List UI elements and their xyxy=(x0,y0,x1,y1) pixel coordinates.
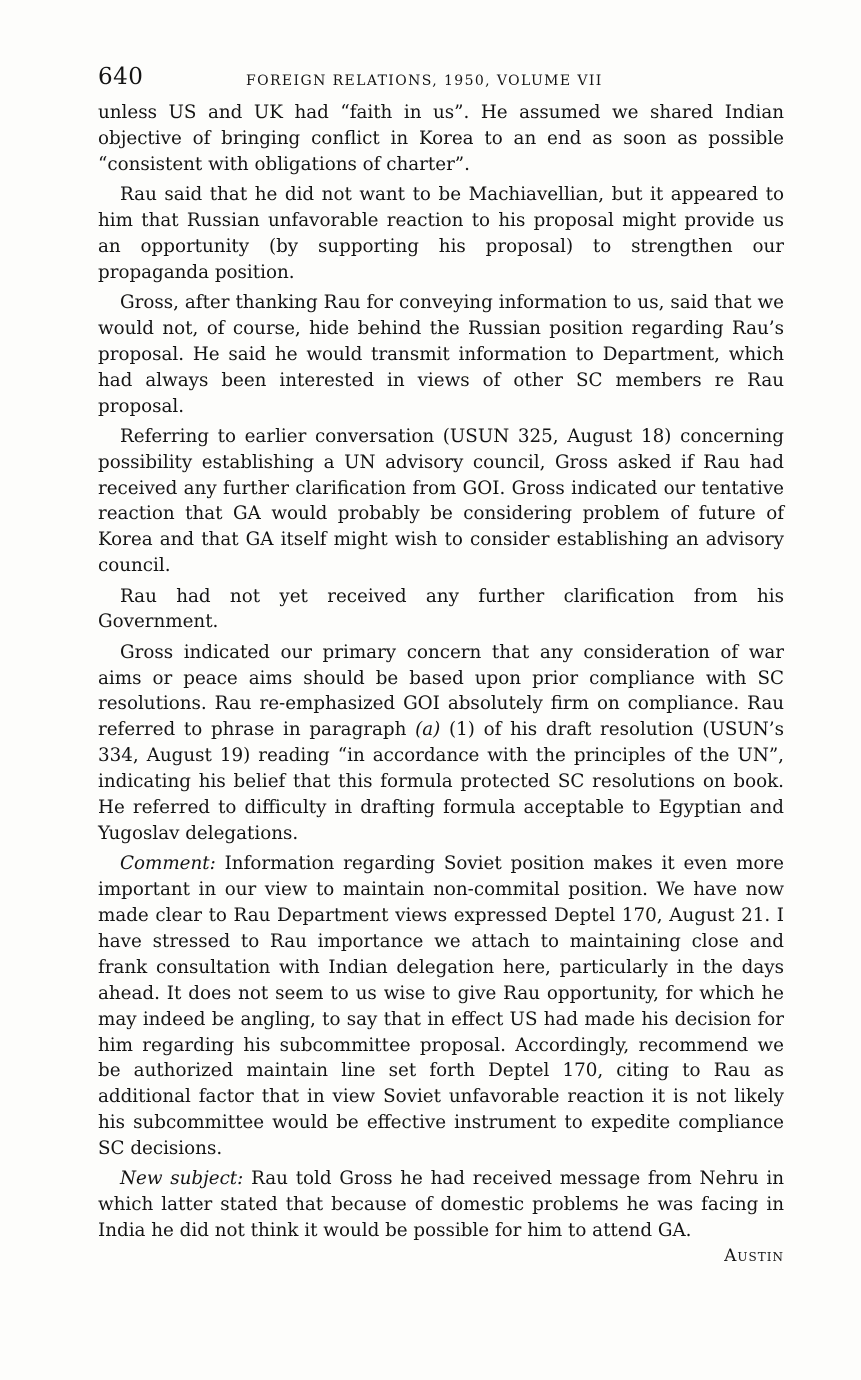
page-number: 640 xyxy=(98,64,144,90)
paragraph-machiavellian: Rau said that he did not want to be Machiavellian, but it appeared to him that Russian unfavorable reaction to his proposal might provide us an opportunity (by supporting his proposal) to strengthen our propaganda position. xyxy=(98,184,784,283)
paragraph-new-subject xyxy=(98,1166,784,1248)
new-subject-text: Rau told Gross he had received message from Nehru in which latter stated that because of domestic problems he was facing in India he did not think it would be possible for him to attend GA. xyxy=(98,1168,784,1242)
signature: Austin xyxy=(724,1246,784,1267)
body-text xyxy=(98,100,784,1270)
paragraph-compliance-part-2: (1) of his draft resolution (USUN’s 334, August 19) reading “in accordance with the principles of the UN”, indicating his belief that this formula protected SC resolutions on book. He referred to difficulty in drafting formula acceptable to Egyptian and Yugoslav delegations. xyxy=(98,719,784,844)
document-page xyxy=(98,60,784,1270)
paragraph-letter: (a) xyxy=(415,719,441,741)
paragraph-clarification: Rau had not yet received any further clarification from his Government. xyxy=(98,585,784,633)
paragraph-compliance xyxy=(98,640,784,852)
new-subject-label: New subject: xyxy=(120,1168,244,1190)
page-header xyxy=(98,60,784,100)
paragraph-gross-response: Gross, after thanking Rau for conveying information to us, said that we would not, of course, hide behind the Russian position regarding Rau’s proposal. He said he would transmit information to Department, which had always been interested in views of other SC members re Rau proposal. xyxy=(98,291,784,417)
paragraph-advisory-council: Referring to earlier conversation (USUN 325, August 18) concerning possibility establishing a UN advisory council, Gross asked if Rau had received any further clarification from GOI. Gross indicated our tentative reaction that GA would probably be considering problem of future of Korea and that GA itself might wish to consider establishing an advisory council. xyxy=(98,425,784,577)
paragraph-compliance-part-1: Gross indicated our primary concern that any consideration of war aims or peace aims should be based upon prior compliance with SC resolutions. Rau re-emphasized GOI absolutely firm on compliance. Rau referred to phrase in paragraph xyxy=(98,641,784,741)
comment-text: Information regarding Soviet position makes it even more important in our view to maintain non-commital position. We have now made clear to Rau Department views expressed Deptel 170, August 21. I have stressed to Rau importance we attach to maintaining close and frank consultation with Indian delegation here, particularly in the days ahead. It does not seem to us wise to give Rau opportunity, for which he may indeed be angling, to say that in effect US had made his decision for him regarding his subcommittee proposal. Accordingly, recommend we be authorized maintain line set forth Deptel 170, citing to Rau as additional factor that in view Soviet unfavorable reaction it is not likely his subcommittee would be effective instrument to expedite compliance SC decisions. xyxy=(98,853,784,1160)
paragraph-continuation: unless US and UK had “faith in us”. He assumed we shared Indian objective of bringing conflict in Korea to an end as soon as possible “consistent with obligations of charter”. xyxy=(98,102,784,175)
running-head: FOREIGN RELATIONS, 1950, VOLUME VII xyxy=(246,73,603,89)
comment-label: Comment: xyxy=(120,853,216,875)
paragraph-comment xyxy=(98,851,784,1166)
